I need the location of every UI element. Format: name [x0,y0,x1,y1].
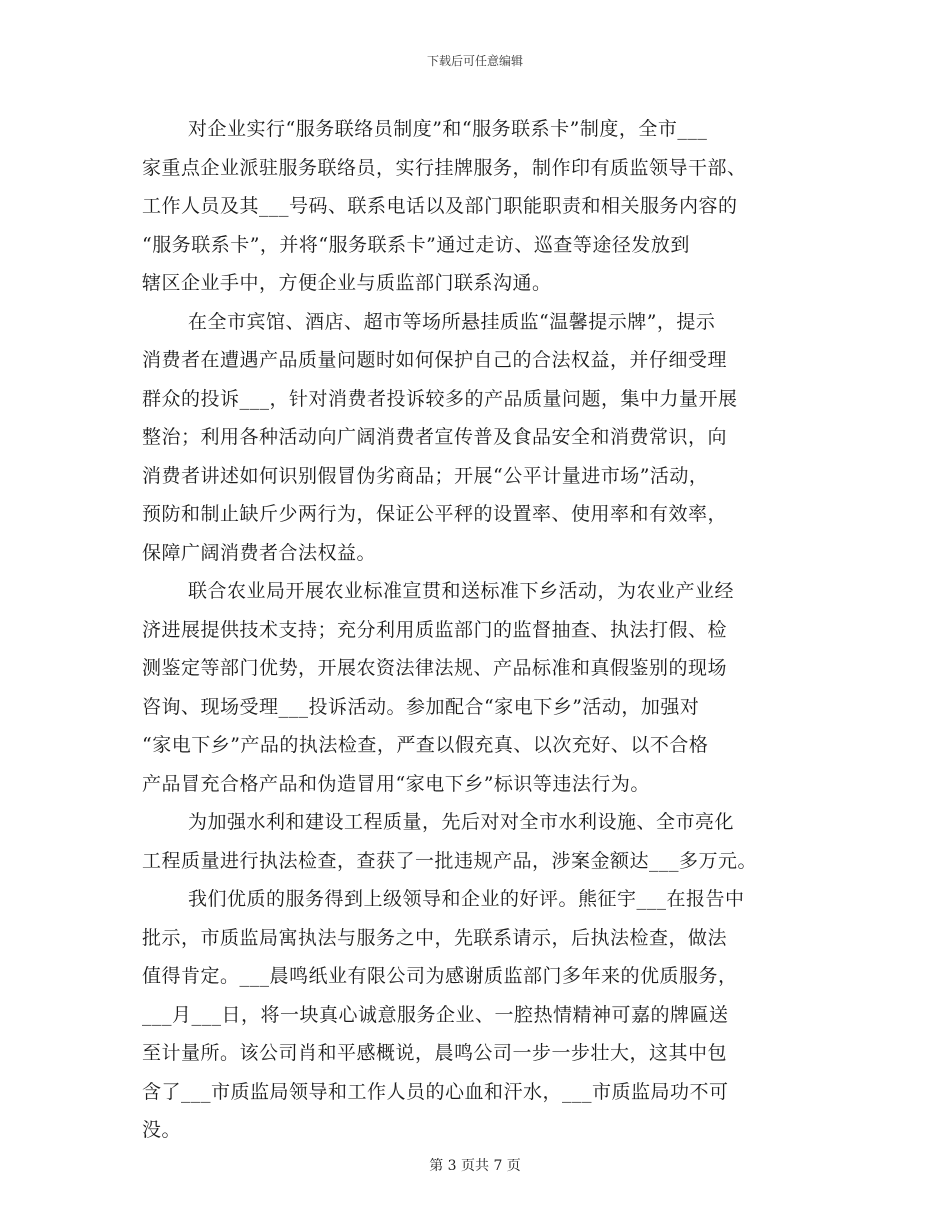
page-header: 下载后可任意编辑 [426,54,523,68]
text-line: 为加强水利和建设工程质量，先后对对全市水利设施、全市亮化 [188,811,735,833]
text-line: 工作人员及其___号码、联系电话以及部门职能职责和相关服务内容的 [142,195,738,217]
text-line: 预防和制止缺斤少两行为，保证公平秤的设置率、使用率和有效率， [142,503,728,525]
text-line: 咨询、现场受理___投诉活动。参加配合“家电下乡”活动，加强对 [142,695,700,718]
text-line: 辖区企业手中，方便企业与质监部门联系沟通。 [142,272,552,294]
text-line: 批示，市质监局寓执法与服务之中，先联系请示，后执法检查，做法 [142,926,728,949]
text-line: 至计量所。该公司肖和平感概说，晨鸣公司一步一步壮大，这其中包 [142,1042,728,1064]
text-line: ___月___日，将一块真心诚意服务企业、一腔热情精神可嘉的牌匾送 [142,1003,729,1026]
text-line: “服务联系卡”，并将“服务联系卡”通过走访、巡查等途径发放到 [142,233,690,256]
text-line: 济进展提供技术支持；充分利用质监部门的监督抽查、执法打假、检 [142,618,728,641]
text-line: 我们优质的服务得到上级领导和企业的好评。熊征宇___在报告中 [188,888,745,910]
text-line: 工程质量进行执法检查，查获了一批违规产品，涉案金额达___多万元。 [142,849,758,872]
text-line: 没。 [142,1119,182,1141]
text-line: “家电下乡”产品的执法检查，严查以假充真、以次充好、以不合格 [142,734,709,756]
page-footer: 第 3 页共 7 页 [429,1158,521,1174]
text-line: 在全市宾馆、酒店、超市等场所悬挂质监“温馨提示牌”，提示 [188,310,716,333]
text-line: 整治；利用各种活动向广阔消费者宣传普及食品安全和消费常识，向 [142,426,728,448]
text-line: 保障广阔消费者合法权益。 [142,541,377,564]
document-body [142,110,832,1150]
text-line: 含了___市质监局领导和工作人员的心血和汗水，___市质监局功不可 [142,1080,729,1103]
text-line: 群众的投诉___，针对消费者投诉较多的产品质量问题，集中力量开展 [142,387,738,410]
text-line: 家重点企业派驻服务联络员，实行挂牌服务，制作印有质监领导干部、 [142,156,747,179]
text-line: 对企业实行“服务联络员制度”和“服务联系卡”制度，全市___ [188,118,708,140]
text-line: 消费者在遭遇产品质量问题时如何保护自己的合法权益，并仔细受理 [142,349,728,371]
text-line: 消费者讲述如何识别假冒伪劣商品；开展“公平计量进市场”活动， [142,464,709,487]
text-line: 联合农业局开展农业标准宣贯和送标准下乡活动，为农业产业经 [188,580,735,602]
text-line: 值得肯定。___晨鸣纸业有限公司为感谢质监部门多年来的优质服务， [142,965,738,987]
text-line: 产品冒充合格产品和伪造冒用“家电下乡”标识等违法行为。 [142,772,650,795]
text-line: 测鉴定等部门优势，开展农资法律法规、产品标准和真假鉴别的现场 [142,657,728,679]
